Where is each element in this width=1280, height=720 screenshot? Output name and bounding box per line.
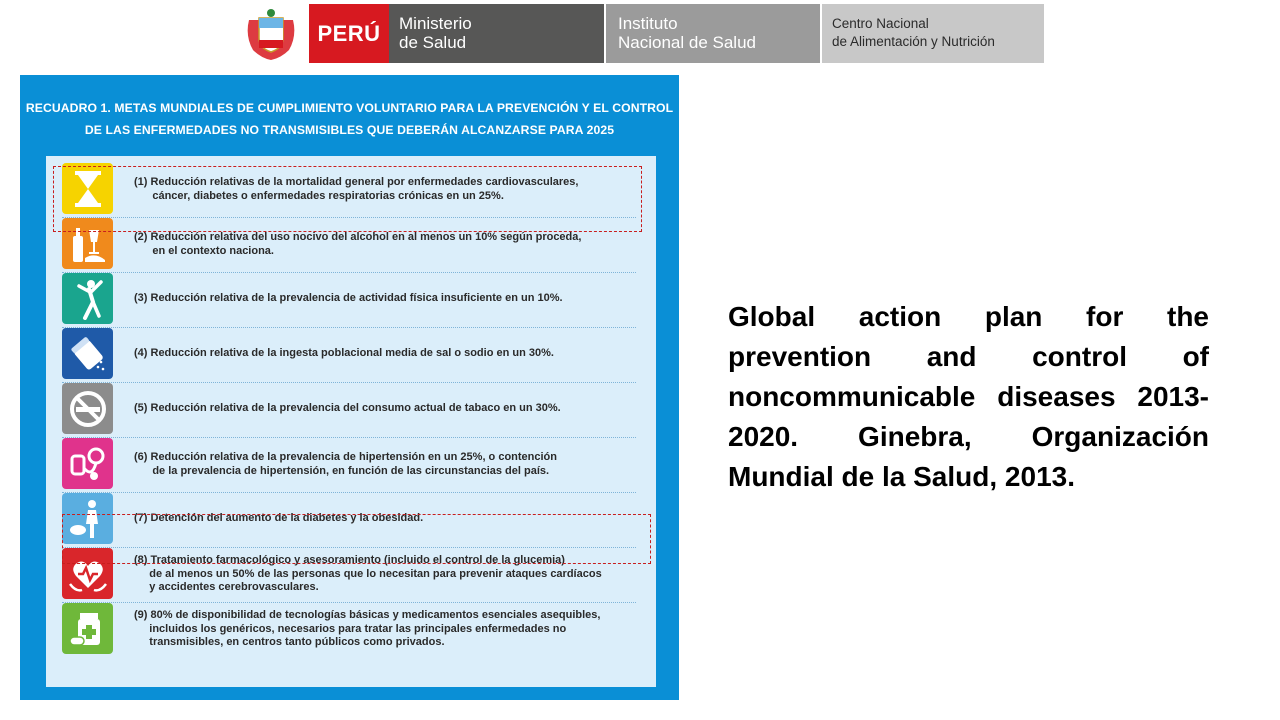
target-text: (4) Reducción relativa de la ingesta poblacional media de sal o sodio en un 30%.: [134, 347, 554, 359]
target-text: (2) Reducción relativa del uso nocivo del alcohol en al menos un 10% según proceda, en el contexto naciona.: [134, 231, 582, 257]
target-item: [62, 272, 636, 328]
target-text: (7) Detención del aumento de la diabetes y la obesidad.: [134, 512, 424, 524]
target-text: (5) Reducción relativa de la prevalencia del consumo actual de tabaco en un 30%.: [134, 402, 561, 414]
instituto-nacional-de-salud-logo: Instituto Nacional de Salud: [604, 4, 820, 63]
salt-shaker-icon: [62, 328, 113, 379]
ministerio-de-salud-logo: Ministerio de Salud: [389, 4, 604, 63]
header-banner: [233, 4, 1046, 63]
target-text: (9) 80% de disponibilidad de tecnologías básicas y medicamentos esenciales asequibles, incluidos los genéricos, necesarios para tratar las principales enfermedades no transmisibles, en centros tanto públicos como privados.: [134, 609, 601, 648]
targets-list: [46, 156, 656, 687]
physical-activity-icon: [62, 273, 113, 324]
target-item: [62, 382, 636, 438]
medicine-icon: [62, 603, 113, 654]
highlight-target-7: [62, 514, 651, 564]
no-smoking-icon: [62, 383, 113, 434]
target-text: (8) Tratamiento farmacológico y asesoramiento (incluido el control de la glucemia) de al menos un 50% de las personas que lo necesitan para prevenir ataques cardíacos y accidentes cerebrovasculares.: [134, 554, 602, 593]
highlight-target-1: [53, 166, 642, 232]
target-item: [62, 602, 636, 657]
panel-title: RECUADRO 1. METAS MUNDIALES DE CUMPLIMIENTO VOLUNTARIO PARA LA PREVENCIÓN Y EL CONTROL DE LAS ENFERMEDADES NO TRANSMISIBLES QUE DEBERÁN ALCANZARSE PARA 2025: [25, 101, 674, 137]
peru-logo: PERÚ: [309, 4, 389, 63]
citation-caption: Global action plan for the prevention and control of noncommunicable diseases 2013-2020. Ginebra, Organización Mundial de la Salud, 2013.: [728, 301, 1209, 492]
target-item: [62, 437, 636, 493]
centro-nacional-alimentacion-logo: Centro Nacional de Alimentación y Nutrición: [820, 4, 1044, 63]
blood-pressure-icon: [62, 438, 113, 489]
target-text: (3) Reducción relativa de la prevalencia de actividad física insuficiente en un 10%.: [134, 292, 563, 304]
target-item: [62, 327, 636, 383]
target-text: (6) Reducción relativa de la prevalencia de hipertensión en un 25%, o contención de la prevalencia de hipertensión, en función de las circunstancias del país.: [134, 451, 558, 477]
target-text: (1) Reducción relativas de la mortalidad general por enfermedades cardiovasculares, cáncer, diabetes o enfermedades respiratorias crónicas en un 25%.: [134, 176, 579, 202]
peru-coat-of-arms-logo: [233, 4, 309, 63]
